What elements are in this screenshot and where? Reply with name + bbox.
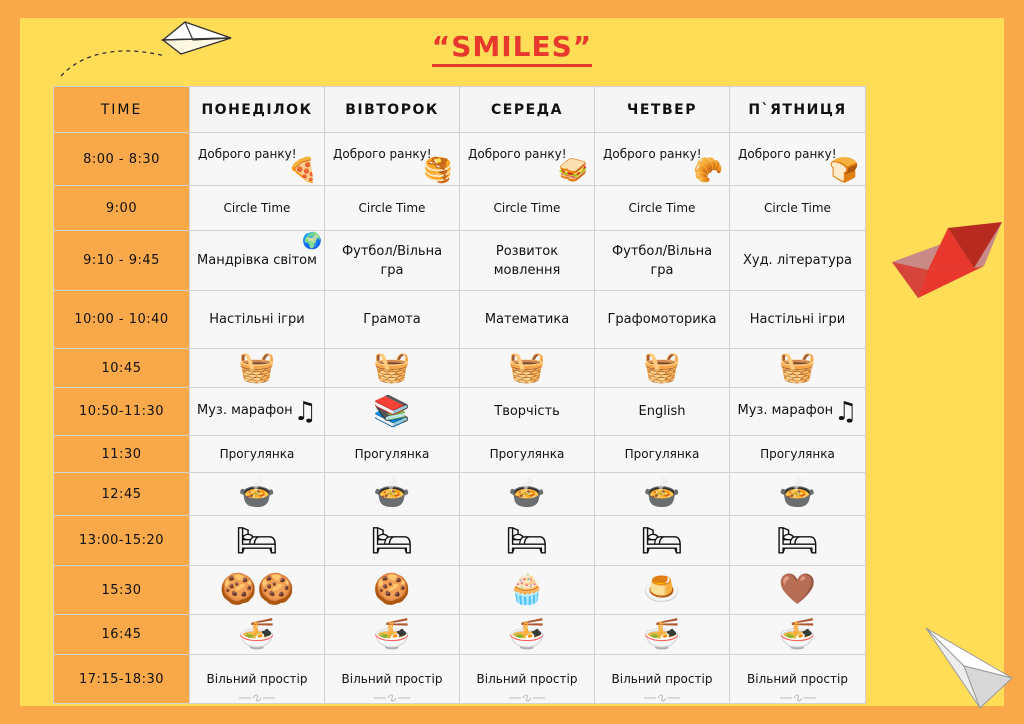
table-row bbox=[54, 186, 866, 231]
schedule-cell: Circle Time bbox=[730, 186, 866, 231]
schedule-cell bbox=[325, 349, 460, 388]
activity-label: Доброго ранку! bbox=[603, 147, 702, 161]
bed-icon: 🛏 bbox=[640, 520, 684, 561]
activity-label: Доброго ранку! bbox=[198, 147, 297, 161]
schedule-cell: Прогулянка bbox=[730, 436, 866, 473]
page-title: “SMILES” bbox=[0, 30, 1024, 63]
schedule-cell bbox=[190, 133, 325, 186]
porridge-bowl-icon: 🍜 bbox=[373, 616, 411, 652]
table-row bbox=[54, 291, 866, 349]
table-row bbox=[54, 473, 866, 516]
schedule-cell bbox=[730, 133, 866, 186]
time-cell: 9:10 - 9:45 bbox=[54, 231, 190, 291]
time-cell: 12:45 bbox=[54, 473, 190, 516]
choc-chip-cookies-icon: 🍪 bbox=[373, 572, 411, 607]
schedule-cell bbox=[190, 566, 325, 615]
bed-icon: 🛏 bbox=[370, 520, 414, 561]
fruit-basket-icon: 🧺 bbox=[508, 350, 546, 385]
time-cell: 10:45 bbox=[54, 349, 190, 388]
schedule-cell bbox=[325, 133, 460, 186]
schedule-cell: Худ. література bbox=[730, 231, 866, 291]
schedule-cell bbox=[595, 516, 730, 566]
table-row bbox=[54, 133, 866, 186]
croissant-icon: 🥐 bbox=[693, 156, 723, 184]
schedule-cell bbox=[595, 349, 730, 388]
schedule-cell bbox=[730, 655, 866, 704]
column-header-wednesday: СЕРЕДА bbox=[460, 87, 595, 133]
schedule-cell bbox=[190, 516, 325, 566]
activity-label: Доброго ранку! bbox=[738, 147, 837, 161]
schedule-cell: Математика bbox=[460, 291, 595, 349]
schedule-cell bbox=[595, 133, 730, 186]
time-cell: 9:00 bbox=[54, 186, 190, 231]
time-cell: 16:45 bbox=[54, 615, 190, 655]
toast-icon: 🍞 bbox=[829, 156, 859, 184]
schedule-cell: Футбол/Вільна гра bbox=[325, 231, 460, 291]
time-cell: 13:00-15:20 bbox=[54, 516, 190, 566]
fruit-basket-icon: 🧺 bbox=[643, 350, 681, 385]
table-row bbox=[54, 516, 866, 566]
fruit-basket-icon: 🧺 bbox=[238, 350, 276, 385]
schedule-cell: Творчість bbox=[460, 388, 595, 436]
schedule-cell bbox=[730, 516, 866, 566]
flourish-icon bbox=[509, 694, 545, 702]
table-row bbox=[54, 436, 866, 473]
cupcake-icon: 🧁 bbox=[508, 572, 546, 607]
time-cell: 10:50-11:30 bbox=[54, 388, 190, 436]
schedule-cell bbox=[190, 615, 325, 655]
activity-label: Вільний простір bbox=[341, 671, 443, 686]
bed-icon: 🛏 bbox=[505, 520, 549, 561]
flourish-icon bbox=[644, 694, 680, 702]
schedule-cell bbox=[595, 566, 730, 615]
activity-label: Доброго ранку! bbox=[333, 147, 432, 161]
schedule-cell: Графомоторика bbox=[595, 291, 730, 349]
bed-icon: 🛏 bbox=[235, 520, 279, 561]
activity-label: Вільний простір bbox=[611, 671, 713, 686]
time-cell: 8:00 - 8:30 bbox=[54, 133, 190, 186]
schedule-cell bbox=[595, 615, 730, 655]
schedule-cell bbox=[460, 566, 595, 615]
column-header-monday: ПОНЕДІЛОК bbox=[190, 87, 325, 133]
table-row bbox=[54, 388, 866, 436]
cookies-icon: 🍪🍪 bbox=[219, 572, 295, 607]
activity-label: Вільний простір bbox=[476, 671, 578, 686]
schedule-cell bbox=[460, 516, 595, 566]
soup-bowl-icon: 🍲 bbox=[508, 476, 546, 511]
schedule-cell: Розвиток мовлення bbox=[460, 231, 595, 291]
schedule-cell bbox=[325, 473, 460, 516]
science-books-icon: 📚 bbox=[373, 393, 411, 429]
schedule-cell bbox=[190, 349, 325, 388]
pudding-icon: 🍮 bbox=[643, 572, 681, 607]
soup-bowl-icon: 🍲 bbox=[373, 476, 411, 511]
flourish-icon bbox=[374, 694, 410, 702]
soup-bowl-icon: 🍲 bbox=[643, 476, 681, 511]
schedule-cell bbox=[460, 473, 595, 516]
time-cell: 11:30 bbox=[54, 436, 190, 473]
schedule-cell bbox=[730, 566, 866, 615]
schedule-cell: Circle Time bbox=[190, 186, 325, 231]
fruit-basket-icon: 🧺 bbox=[373, 350, 411, 385]
table-row bbox=[54, 655, 866, 704]
activity-label: Муз. марафон bbox=[197, 403, 293, 418]
schedule-cell bbox=[595, 655, 730, 704]
heart-cookies-icon: 🤎 bbox=[778, 572, 817, 607]
pizza-slice-icon: 🍕 bbox=[288, 156, 318, 184]
flourish-icon bbox=[780, 694, 816, 702]
schedule-cell bbox=[730, 388, 866, 436]
schedule-cell: Футбол/Вільна гра bbox=[595, 231, 730, 291]
soup-bowl-icon: 🍲 bbox=[778, 476, 817, 511]
schedule-cell: Прогулянка bbox=[190, 436, 325, 473]
schedule-cell: Прогулянка bbox=[460, 436, 595, 473]
schedule-cell bbox=[325, 655, 460, 704]
fruit-basket-icon: 🧺 bbox=[778, 350, 817, 385]
porridge-bowl-icon: 🍜 bbox=[778, 616, 817, 652]
schedule-cell bbox=[460, 133, 595, 186]
table-row bbox=[54, 566, 866, 615]
schedule-cell: Настільні ігри bbox=[190, 291, 325, 349]
schedule-cell bbox=[190, 388, 325, 436]
porridge-bowl-icon: 🍜 bbox=[643, 616, 681, 652]
flourish-icon bbox=[239, 694, 275, 702]
table-row bbox=[54, 231, 866, 291]
porridge-bowl-icon: 🍜 bbox=[508, 616, 546, 652]
time-cell: 17:15-18:30 bbox=[54, 655, 190, 704]
column-header-tuesday: ВІВТОРОК bbox=[325, 87, 460, 133]
activity-label: Муз. марафон bbox=[737, 403, 834, 418]
column-header-time: TIME bbox=[54, 87, 190, 133]
schedule-cell: Circle Time bbox=[595, 186, 730, 231]
schedule-cell bbox=[730, 615, 866, 655]
schedule-cell bbox=[595, 473, 730, 516]
schedule-cell bbox=[325, 566, 460, 615]
globe-icon: 🌍 bbox=[302, 231, 322, 250]
schedule-cell bbox=[190, 231, 325, 291]
paper-plane-icon bbox=[920, 622, 1020, 714]
paper-boat-icon bbox=[888, 218, 1008, 304]
schedule-cell bbox=[325, 516, 460, 566]
schedule-table bbox=[53, 86, 866, 704]
activity-label: Доброго ранку! bbox=[468, 147, 567, 161]
table-row bbox=[54, 615, 866, 655]
column-header-thursday: ЧЕТВЕР bbox=[595, 87, 730, 133]
schedule-cell bbox=[460, 349, 595, 388]
porridge-bowl-icon: 🍜 bbox=[238, 616, 276, 652]
header-row bbox=[54, 87, 866, 133]
column-header-friday: П`ЯТНИЦЯ bbox=[730, 87, 866, 133]
bed-icon: 🛏 bbox=[775, 520, 820, 561]
schedule-cell bbox=[190, 655, 325, 704]
schedule-cell: Прогулянка bbox=[325, 436, 460, 473]
pancakes-icon: 🥞 bbox=[423, 156, 453, 184]
soup-bowl-icon: 🍲 bbox=[238, 476, 276, 511]
activity-label: Вільний простір bbox=[206, 671, 308, 686]
time-cell: 15:30 bbox=[54, 566, 190, 615]
schedule-cell: Circle Time bbox=[460, 186, 595, 231]
time-cell: 10:00 - 10:40 bbox=[54, 291, 190, 349]
music-note-icon: ♫ bbox=[293, 397, 317, 427]
table-row bbox=[54, 349, 866, 388]
schedule-cell: Грамота bbox=[325, 291, 460, 349]
music-note-icon: ♫ bbox=[834, 397, 858, 427]
schedule-cell bbox=[460, 615, 595, 655]
schedule-cell bbox=[730, 473, 866, 516]
activity-label: Вільний простір bbox=[747, 671, 848, 686]
schedule-cell: Circle Time bbox=[325, 186, 460, 231]
schedule-cell bbox=[325, 388, 460, 436]
schedule-cell bbox=[325, 615, 460, 655]
schedule-cell bbox=[730, 349, 866, 388]
schedule-cell: Настільні ігри bbox=[730, 291, 866, 349]
schedule-cell: English bbox=[595, 388, 730, 436]
schedule-cell: Прогулянка bbox=[595, 436, 730, 473]
sandwich-icon: 🥪 bbox=[558, 156, 588, 184]
activity-label: Мандрівка світом bbox=[197, 253, 317, 268]
schedule-cell bbox=[460, 655, 595, 704]
schedule-cell bbox=[190, 473, 325, 516]
